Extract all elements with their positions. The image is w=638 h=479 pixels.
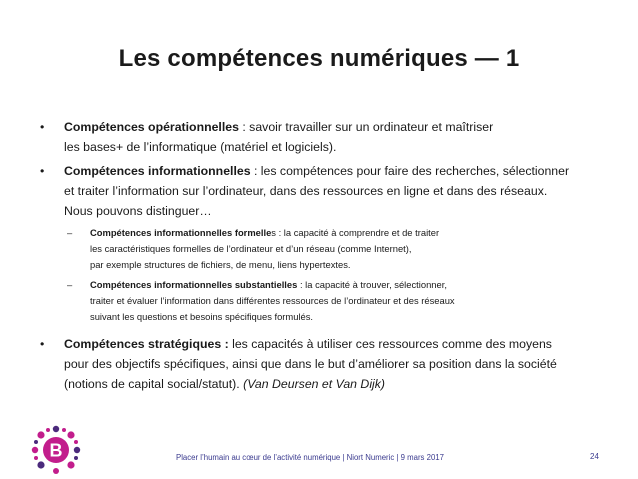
sub-bullet-text: par exemple structures de fichiers, de menu, liens hypertextes. [90, 259, 351, 270]
bullet-term: Compétences stratégiques : [64, 337, 229, 351]
sub-bullet-substantial [40, 277, 615, 325]
bullet-text: : les compétences pour faire des recherches, sélectionner [250, 164, 570, 178]
bullet-informational [40, 161, 615, 221]
bullet-mark: • [40, 164, 45, 178]
bullet-text: et traiter l’information sur l’ordinateur, dans des ressources en ligne et dans des réseaux. [64, 184, 548, 198]
bullet-text: les bases+ de l’informatique (matériel et logiciels). [64, 140, 337, 154]
slide-title: Les compétences numériques — 1 [118, 45, 520, 72]
dash-mark: – [67, 279, 73, 290]
sub-bullet-text: suivant les questions et besoins spécifiques formulés. [90, 311, 314, 322]
bullet-text: : savoir travailler sur un ordinateur et maîtriser [238, 120, 494, 134]
footer-text: Placer l’humain au cœur de l’activité numérique | Niort Numeric | 9 mars 2017 [176, 453, 444, 462]
sub-bullet-text: les caractéristiques formelles de l’ordinateur et d’un réseau (comme Internet), [90, 243, 412, 254]
slide-content [40, 117, 615, 398]
bullet-text: Nous pouvons distinguer… [64, 204, 212, 218]
bullet-operational [40, 117, 615, 157]
bullet-term: Compétences opérationnelles [64, 120, 239, 134]
bullet-mark: • [40, 337, 45, 351]
citation: (Van Deursen et Van Dijk) [243, 377, 386, 391]
sub-bullet-text: s : la capacité à comprendre et de traiter [271, 227, 440, 238]
bullet-mark: • [40, 120, 45, 134]
bullet-text: (notions de capital social/statut). [64, 377, 244, 391]
sub-bullet-term: Compétences informationnelles formelle [90, 227, 272, 238]
b-logo-icon [30, 424, 82, 476]
bullet-text: pour des objectifs spécifiques, ainsi que dans le but d’améliorer sa position dans la société [64, 357, 557, 371]
page-number: 24 [590, 452, 599, 461]
bullet-text: les capacités à utiliser ces ressources comme des moyens [228, 337, 552, 351]
sub-bullet-term: Compétences informationnelles substantielles [90, 279, 298, 290]
sub-bullet-text: : la capacité à trouver, sélectionner, [297, 279, 447, 290]
sub-bullet-text: traiter et évaluer l’information dans différentes ressources de l’ordinateur et des réseaux [90, 295, 455, 306]
bullet-term: Compétences informationnelles [64, 164, 251, 178]
logo-letter: B [49, 440, 63, 461]
dash-mark: – [67, 227, 73, 238]
sub-bullet-formal [40, 225, 615, 273]
bullet-strategic [40, 334, 615, 394]
